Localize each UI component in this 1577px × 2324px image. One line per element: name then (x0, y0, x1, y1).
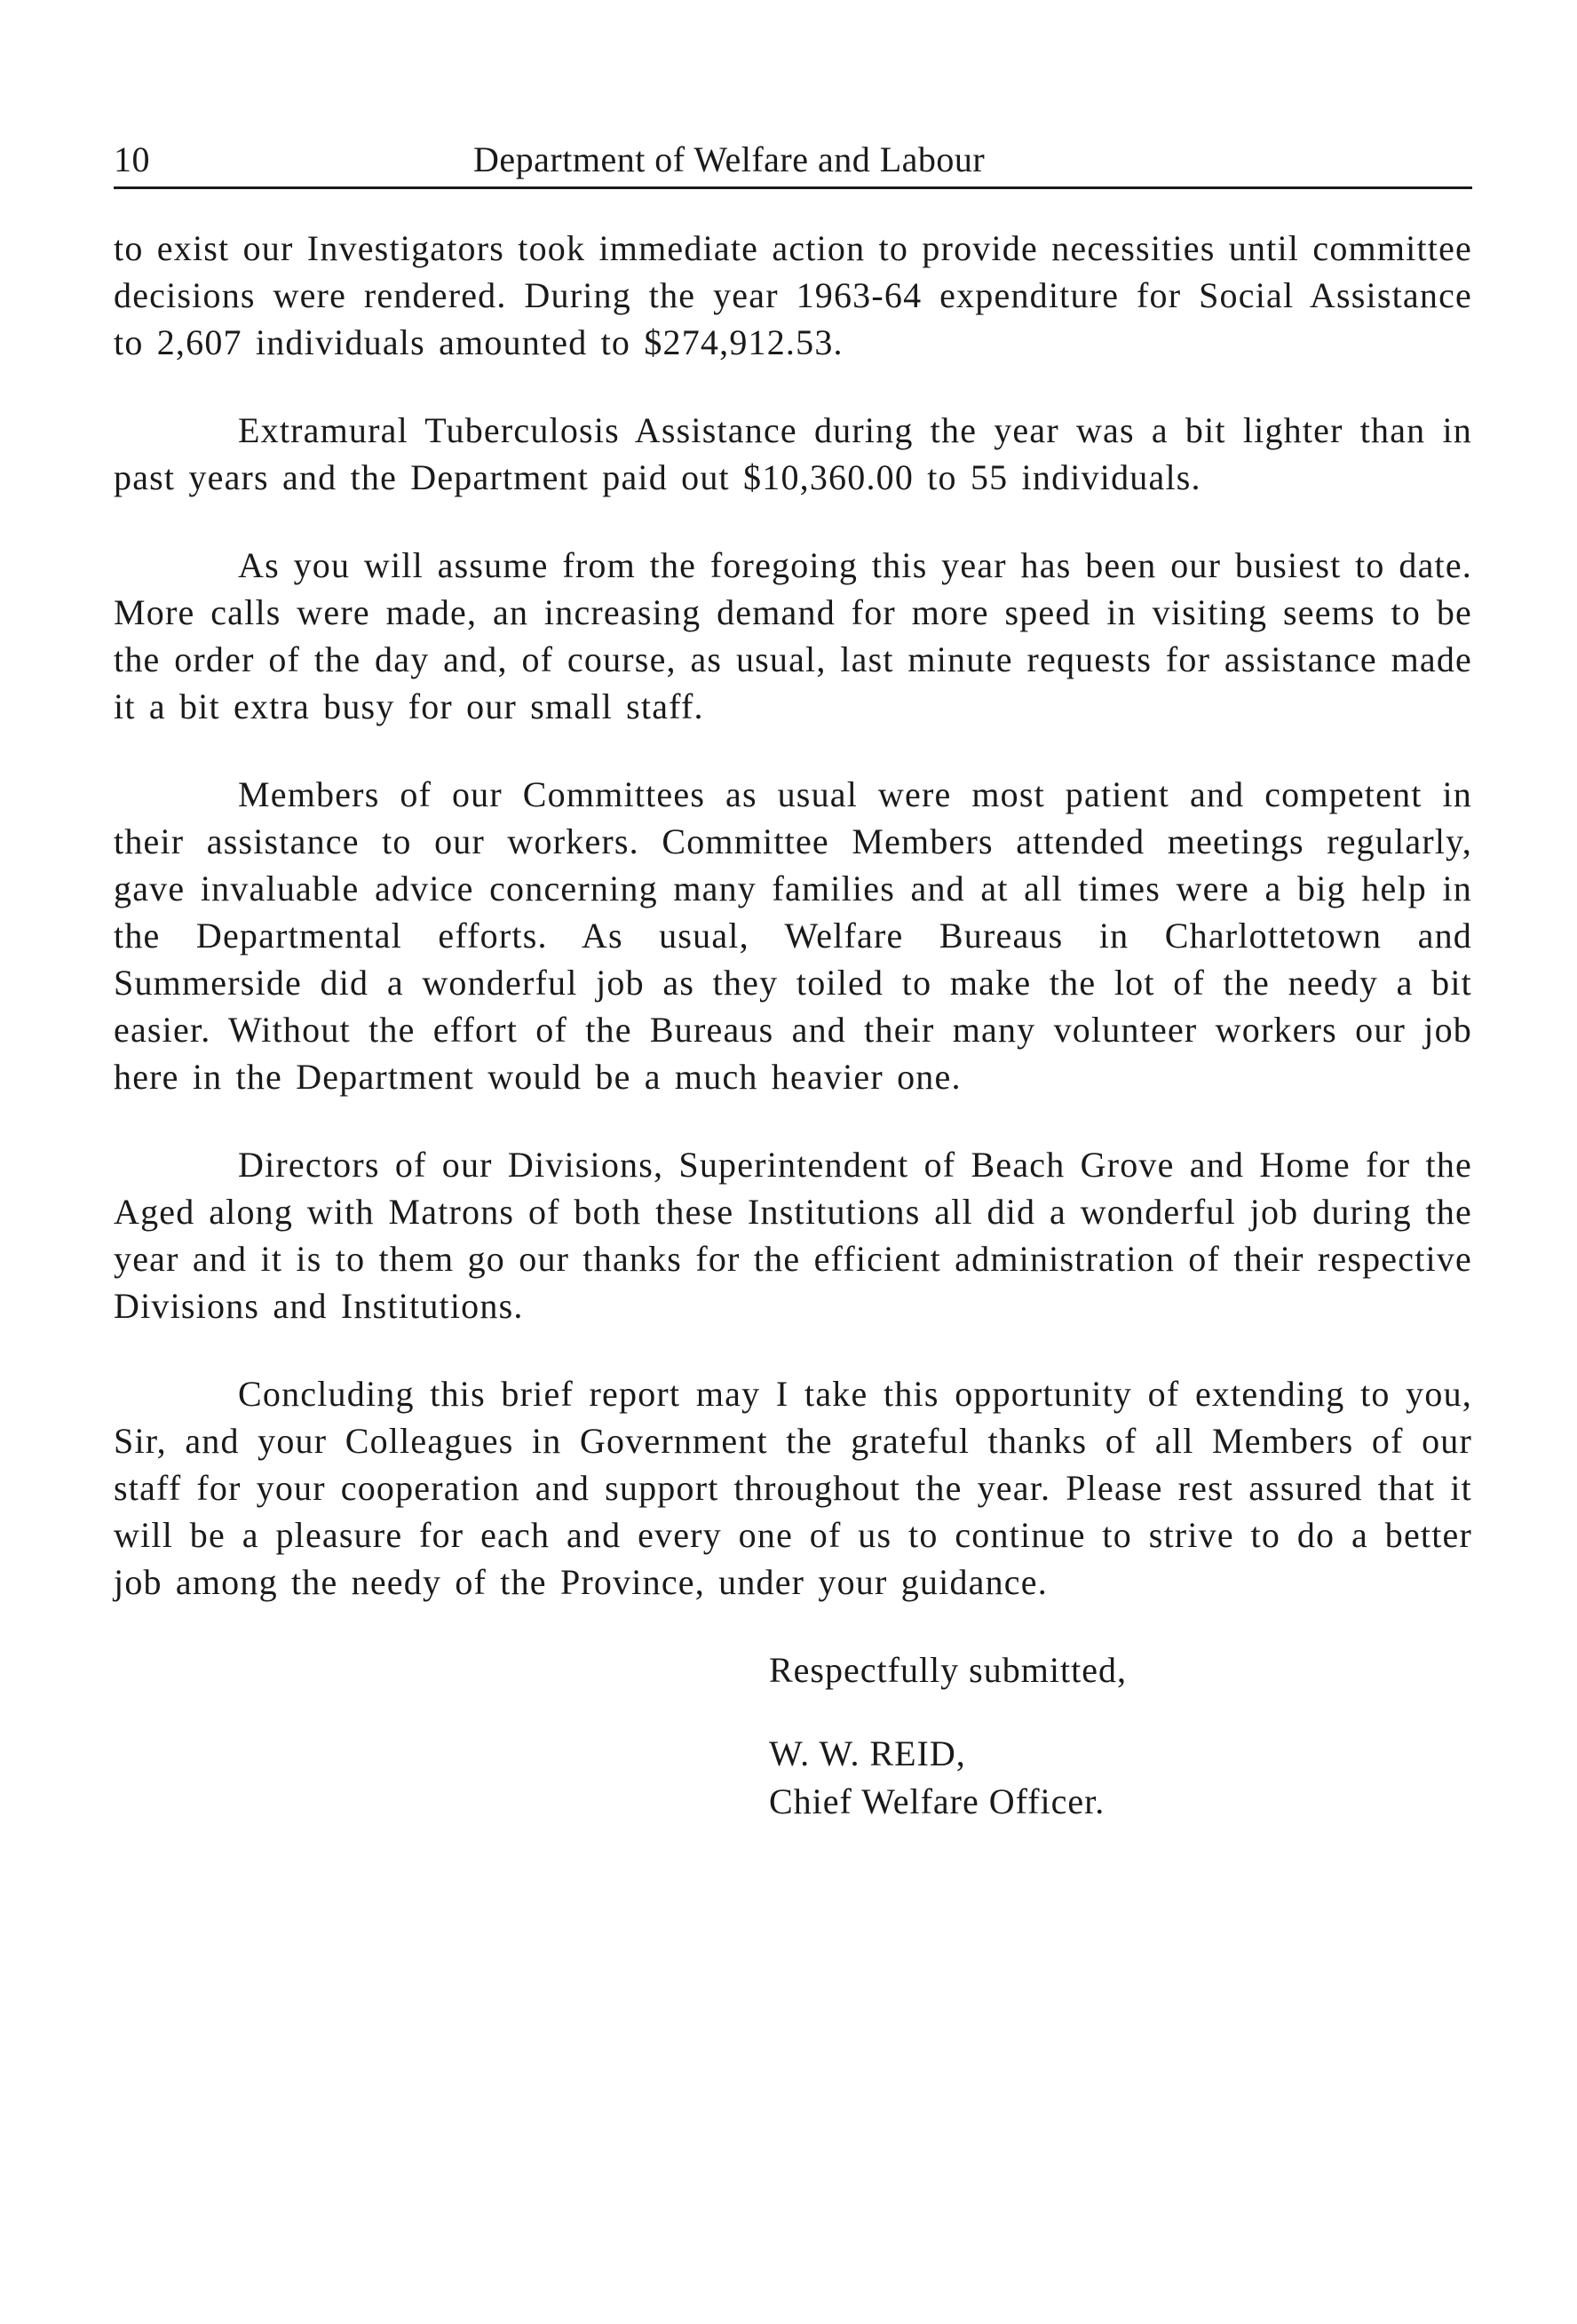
paragraph-concluding: Concluding this brief report may I take this opportunity of extending to you, Sir, and your Colleagues in Government the grateful thanks of all Members of our staff for your cooperation and support throughout the year. Please rest assured that it will be a pleasure for each and every one of us to continue to strive to do a better job among the needy of the Province, under your guidance. (114, 1374, 1472, 1602)
signatory-title: Chief Welfare Officer. (769, 1781, 1105, 1821)
paragraph-busiest-year: As you will assume from the foregoing this year has been our busiest to date. More calls were made, an increasing demand for more speed in visiting seems to be the order of the day and, of course, as usual, last minute requests for assistance made it a bit extra busy for our small staff. (114, 545, 1472, 726)
report-body (114, 225, 1472, 1606)
paragraph-social-assistance: to exist our Investigators took immediate action to provide necessities until committee decisions were rendered. During the year 1963-64 expenditure for Social Assistance to 2,607 individuals amounted to $274,912.53. (114, 228, 1472, 362)
document-page (114, 133, 1472, 1826)
running-header (114, 133, 1472, 189)
closing-line: Respectfully submitted, (769, 1650, 1127, 1690)
page-number: 10 (114, 139, 150, 179)
signatory-name: W. W. REID, (769, 1733, 966, 1773)
running-title: Department of Welfare and Labour (473, 139, 986, 179)
paragraph-directors: Directors of our Divisions, Superintendent of Beach Grove and Home for the Aged along with Matrons of both these Institutions all did a wonderful job during the year and it is to them go our thanks for the efficient administration of their respective Divisions and Institutions. (114, 1145, 1472, 1326)
signature-block (769, 1646, 1472, 1826)
paragraph-tuberculosis-assistance: Extramural Tuberculosis Assistance during the year was a bit lighter than in past years and the Department paid out $10,360.00 to 55 individuals. (114, 410, 1472, 497)
paragraph-committees: Members of our Committees as usual were most patient and competent in their assistance to our workers. Committee Members attended meetings regularly, gave invaluable advice concerning many families and at all times were a big help in the Departmental efforts. As usual, Welfare Bureaus in Charlottetown and Summerside did a wonderful job as they toiled to make the lot of the needy a bit easier. Without the effort of the Bureaus and their many volunteer workers our job here in the Department would be a much heavier one. (114, 774, 1472, 1097)
